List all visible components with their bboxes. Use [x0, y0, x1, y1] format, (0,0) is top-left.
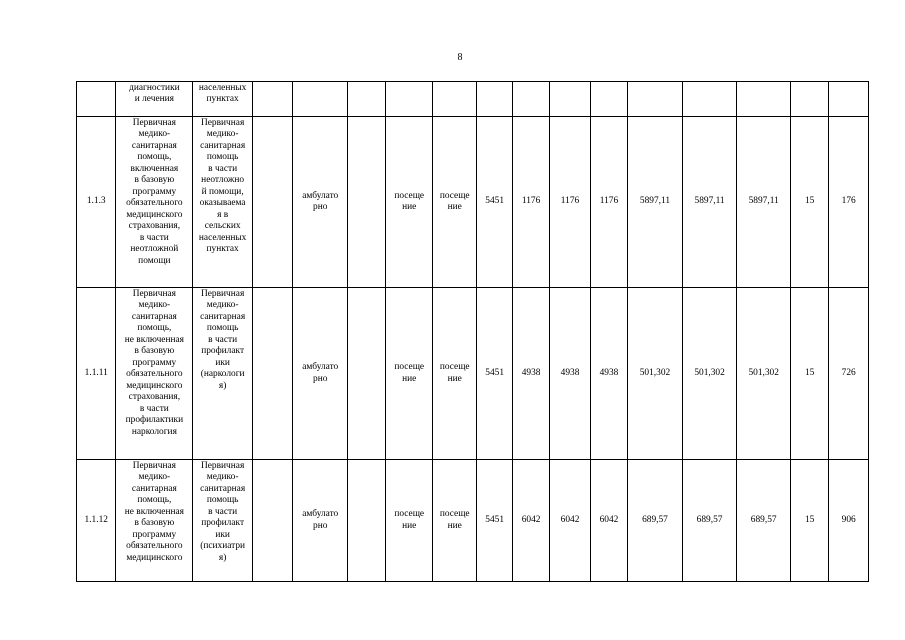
row-unit — [386, 82, 433, 117]
row-value-2 — [512, 82, 549, 117]
row-value-6: 176 — [829, 117, 869, 288]
row-unit-2: посеще ние — [432, 117, 477, 288]
row-unit: посеще ние — [386, 117, 433, 288]
row-cost-1: 501,302 — [628, 288, 683, 460]
row-col6 — [348, 82, 386, 117]
row-value-3 — [550, 82, 590, 117]
row-service-type: населенных пунктах — [193, 82, 253, 117]
row-value-2: 6042 — [512, 460, 549, 582]
row-service-name: Первичная медико- санитарная помощь, не включенная в базовую программу обязательного медицинского — [116, 460, 193, 582]
row-code: 1.1.11 — [77, 288, 116, 460]
row-value-6: 726 — [829, 288, 869, 460]
row-unit: посеще ние — [386, 460, 433, 582]
row-value-5: 15 — [790, 460, 828, 582]
row-value-3: 6042 — [550, 460, 590, 582]
row-service-type: Первичная медико- санитарная помощь в части профилакт ики (наркологи я) — [193, 288, 253, 460]
row-cost-1: 5897,11 — [628, 117, 683, 288]
row-code: 1.1.12 — [77, 460, 116, 582]
row-value-4: 1176 — [590, 117, 627, 288]
row-value-3: 1176 — [550, 117, 590, 288]
row-value-2: 1176 — [512, 117, 549, 288]
table-row — [77, 82, 869, 117]
row-service-name: Первичная медико- санитарная помощь, включенная в базовую программу обязательного медицинского страхования, в части неотложной помощи — [116, 117, 193, 288]
row-col4 — [252, 117, 292, 288]
row-unit: посеще ние — [386, 288, 433, 460]
row-col4 — [252, 82, 292, 117]
services-table — [76, 81, 869, 582]
row-value-1: 5451 — [477, 117, 512, 288]
row-cost-3 — [737, 82, 791, 117]
row-value-3: 4938 — [550, 288, 590, 460]
row-cost-3: 689,57 — [737, 460, 791, 582]
row-value-1: 5451 — [477, 288, 512, 460]
row-cost-1 — [628, 82, 683, 117]
row-care-condition: амбулато рно — [293, 117, 348, 288]
row-value-4: 6042 — [590, 460, 627, 582]
row-value-6 — [829, 82, 869, 117]
row-value-5 — [790, 82, 828, 117]
row-service-name: диагностики и лечения — [116, 82, 193, 117]
row-care-condition — [293, 82, 348, 117]
row-cost-3: 501,302 — [737, 288, 791, 460]
row-cost-2 — [682, 82, 737, 117]
table-row — [77, 288, 869, 460]
row-cost-2: 5897,11 — [682, 117, 737, 288]
row-value-5: 15 — [790, 117, 828, 288]
row-cost-2: 689,57 — [682, 460, 737, 582]
row-cost-3: 5897,11 — [737, 117, 791, 288]
row-value-4 — [590, 82, 627, 117]
row-value-6: 906 — [829, 460, 869, 582]
table-row — [77, 117, 869, 288]
row-unit-2: посеще ние — [432, 288, 477, 460]
row-col6 — [348, 460, 386, 582]
row-cost-1: 689,57 — [628, 460, 683, 582]
row-col4 — [252, 460, 292, 582]
row-service-type: Первичная медико- санитарная помощь в части неотложно й помощи, оказываема я в сельских населенных пунктах — [193, 117, 253, 288]
row-care-condition: амбулато рно — [293, 288, 348, 460]
row-col4 — [252, 288, 292, 460]
row-service-type: Первичная медико- санитарная помощь в части профилакт ики (психиатри я) — [193, 460, 253, 582]
row-value-2: 4938 — [512, 288, 549, 460]
row-unit-2: посеще ние — [432, 460, 477, 582]
row-service-name: Первичная медико- санитарная помощь, не включенная в базовую программу обязательного медицинского страхования, в части профилактики наркология — [116, 288, 193, 460]
row-col6 — [348, 117, 386, 288]
row-col6 — [348, 288, 386, 460]
row-cost-2: 501,302 — [682, 288, 737, 460]
row-value-1 — [477, 82, 512, 117]
row-value-5: 15 — [790, 288, 828, 460]
table-row — [77, 460, 869, 582]
row-value-1: 5451 — [477, 460, 512, 582]
page-number: 8 — [457, 52, 463, 63]
row-code — [77, 82, 116, 117]
row-care-condition: амбулато рно — [293, 460, 348, 582]
row-code: 1.1.3 — [77, 117, 116, 288]
row-unit-2 — [432, 82, 477, 117]
row-value-4: 4938 — [590, 288, 627, 460]
